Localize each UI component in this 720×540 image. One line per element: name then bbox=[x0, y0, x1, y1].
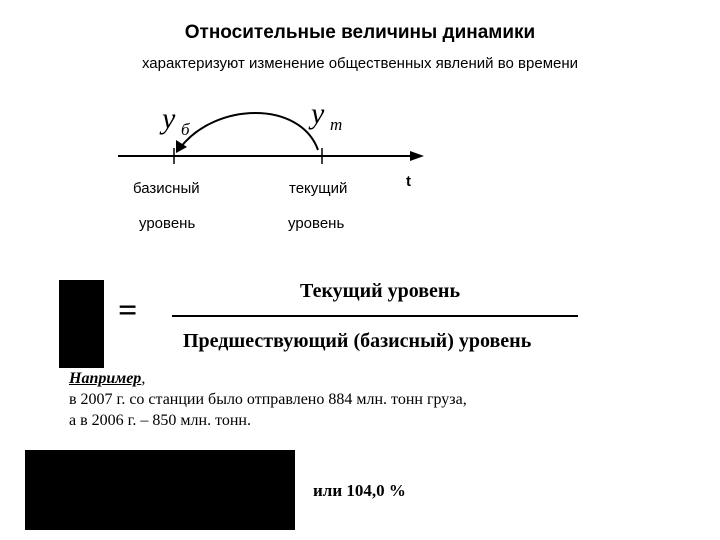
result-value: или 104,0 % bbox=[313, 481, 406, 500]
redacted-block-calculation bbox=[25, 450, 295, 530]
example-line-1: в 2007 г. со станции было отправлено 884 млн. тонн груза, bbox=[69, 391, 467, 408]
current-label-line-2: уровень bbox=[288, 215, 345, 232]
axis-label-t: t bbox=[406, 173, 411, 190]
page-title: Относительные величины динамики bbox=[184, 22, 536, 43]
formula-denominator: Предшествующий (базисный) уровень bbox=[183, 330, 532, 352]
equals-sign: = bbox=[118, 292, 138, 329]
fraction-line bbox=[172, 315, 578, 317]
current-label-line-1: текущий bbox=[289, 180, 348, 197]
y-base-subscript: б bbox=[181, 120, 190, 139]
example-heading: Например bbox=[69, 370, 142, 387]
example-heading-line bbox=[69, 368, 467, 389]
formula-numerator: Текущий уровень bbox=[299, 280, 461, 302]
redacted-block-formula bbox=[59, 280, 104, 368]
time-axis-arrow-icon bbox=[410, 151, 424, 161]
comparison-arc bbox=[180, 113, 318, 150]
y-current-subscript: т bbox=[330, 115, 343, 134]
time-axis-diagram bbox=[0, 90, 720, 250]
page-subtitle: характеризуют изменение общественных явлений во времени bbox=[141, 55, 579, 72]
example-block bbox=[69, 368, 467, 431]
example-heading-tail: , bbox=[141, 370, 146, 387]
example-line-2: а в 2006 г. – 850 млн. тонн. bbox=[69, 412, 251, 429]
base-label-line-1: базисный bbox=[133, 180, 200, 197]
y-current-letter: у bbox=[311, 97, 325, 130]
y-base-letter: у bbox=[162, 102, 176, 135]
base-label-line-2: уровень bbox=[139, 215, 196, 232]
